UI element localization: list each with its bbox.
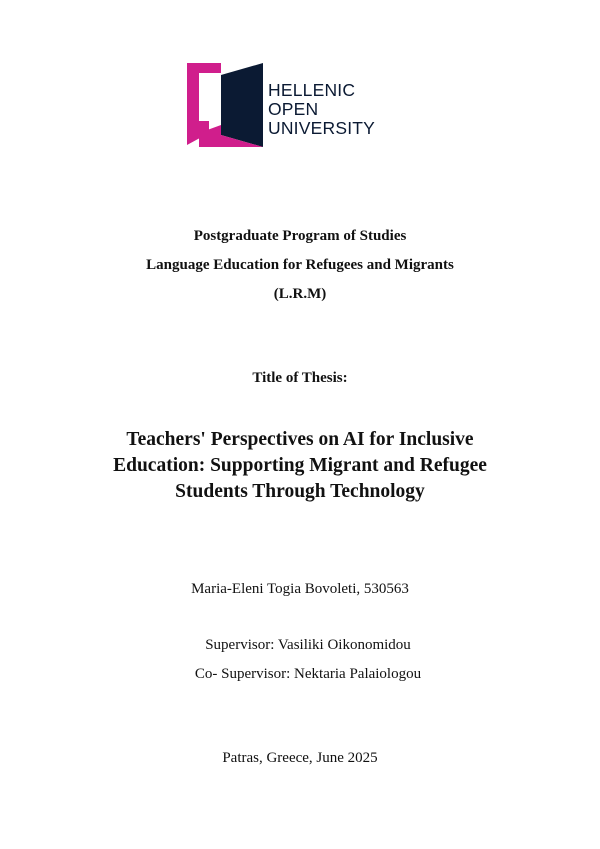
university-logo	[187, 63, 377, 147]
thesis-title-line-1: Teachers' Perspectives on AI for Inclusive	[126, 429, 474, 450]
logo-line-open: OPEN	[268, 99, 319, 119]
thesis-title-line-3: Students Through Technology	[175, 481, 425, 502]
supervisor: Supervisor: Vasiliki Oikonomidou	[205, 637, 411, 653]
logo-line-hellenic: HELLENIC	[268, 80, 356, 100]
logo-line-university: UNIVERSITY	[268, 118, 376, 138]
title-of-thesis-label: Title of Thesis:	[252, 370, 348, 386]
logo-wordmark	[268, 81, 375, 138]
co-supervisor: Co- Supervisor: Nektaria Palaiologou	[194, 666, 422, 682]
thesis-title-line-2: Education: Supporting Migrant and Refugee	[113, 455, 487, 476]
program-line-3: (L.R.M)	[273, 286, 327, 302]
author-name: Maria-Eleni Togia Bovoleti, 530563	[191, 581, 409, 597]
program-line-1: Postgraduate Program of Studies	[193, 228, 407, 244]
place-and-date: Patras, Greece, June 2025	[222, 750, 378, 766]
program-line-2: Language Education for Refugees and Migrants	[146, 257, 454, 273]
logo-emblem-icon	[187, 63, 265, 147]
